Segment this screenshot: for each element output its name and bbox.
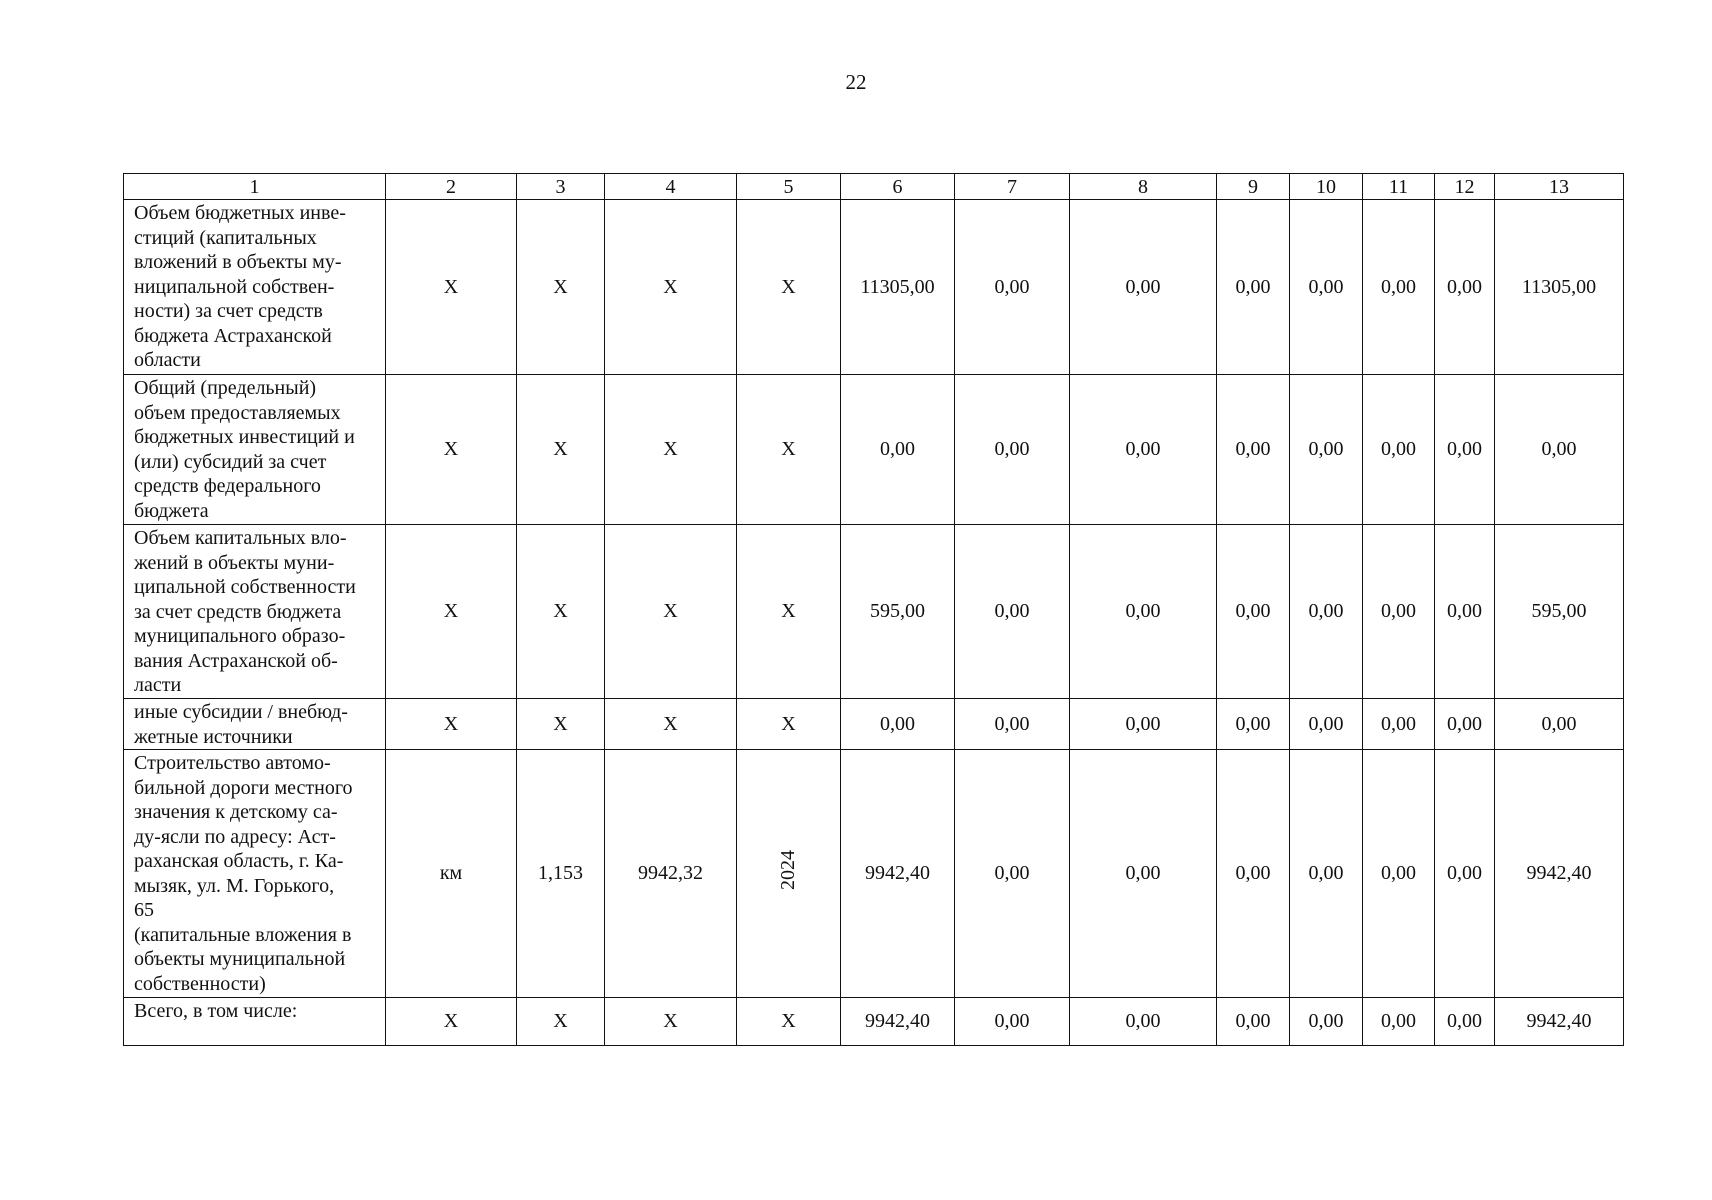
table-cell: 0,00 [1070, 750, 1217, 998]
table-row [124, 375, 1624, 525]
table-cell: 0,00 [1495, 375, 1624, 525]
table-cell: 0,00 [1363, 375, 1435, 525]
table-cell: 0,00 [1363, 699, 1435, 750]
table-cell: 0,00 [955, 525, 1070, 699]
table-cell: 0,00 [1435, 998, 1495, 1046]
table-cell: 0,00 [1217, 200, 1290, 375]
year-value: 2024 [777, 850, 799, 890]
table-cell: 0,00 [841, 699, 955, 750]
table-cell: X [386, 699, 517, 750]
table-cell: X [605, 525, 737, 699]
table-cell: 0,00 [1435, 375, 1495, 525]
table-cell: 0,00 [1290, 200, 1363, 375]
table-cell: 0,00 [955, 699, 1070, 750]
row-description: Всего, в том числе: [124, 998, 386, 1046]
column-header: 5 [737, 174, 841, 200]
table-row [124, 525, 1624, 699]
table-cell: X [605, 200, 737, 375]
table-cell: X [386, 375, 517, 525]
table-cell: X [386, 998, 517, 1046]
table-cell: 0,00 [955, 200, 1070, 375]
table-cell: 0,00 [1290, 998, 1363, 1046]
table-cell-year [737, 750, 841, 998]
table-cell: 0,00 [1290, 750, 1363, 998]
table-cell: 0,00 [1363, 750, 1435, 998]
table-cell: 11305,00 [841, 200, 955, 375]
row-description: Объем бюджетных инве- стиций (капитальных вложений в объекты му- ниципальной собствен- ности) за счет средств бюджета Астраханской области [124, 200, 386, 375]
table-cell: 0,00 [1435, 699, 1495, 750]
table-cell: 0,00 [1217, 699, 1290, 750]
budget-table [123, 173, 1624, 1046]
column-header: 11 [1363, 174, 1435, 200]
table-cell: X [517, 525, 605, 699]
table-cell: 0,00 [1070, 525, 1217, 699]
table-cell: 0,00 [1363, 998, 1435, 1046]
column-header: 10 [1290, 174, 1363, 200]
table-cell: 0,00 [955, 375, 1070, 525]
table-row [124, 699, 1624, 750]
column-header: 13 [1495, 174, 1624, 200]
table-cell: 0,00 [1290, 699, 1363, 750]
table-cell: 0,00 [1217, 525, 1290, 699]
column-header: 3 [517, 174, 605, 200]
table-cell: X [737, 375, 841, 525]
table-header-row [124, 174, 1624, 200]
table-cell: 0,00 [1363, 525, 1435, 699]
column-header: 4 [605, 174, 737, 200]
column-header: 1 [124, 174, 386, 200]
table-cell: X [605, 375, 737, 525]
table-cell: 0,00 [1217, 750, 1290, 998]
table-cell: X [737, 998, 841, 1046]
table-cell: X [737, 200, 841, 375]
table-cell: 0,00 [841, 375, 955, 525]
table-cell: X [386, 525, 517, 699]
table-cell: 9942,40 [841, 998, 955, 1046]
table-cell: 11305,00 [1495, 200, 1624, 375]
table-cell: X [605, 998, 737, 1046]
row-description: Строительство автомо- бильной дороги местного значения к детскому са- ду-ясли по адресу: Аст- раханская область, г. Ка- мызяк, ул. М. Горького, 65 (капитальные вложения в объекты муниципальной собственности) [124, 750, 386, 998]
table-cell: 0,00 [1435, 525, 1495, 699]
column-header: 8 [1070, 174, 1217, 200]
table-cell: 0,00 [955, 750, 1070, 998]
page-number: 22 [845, 70, 867, 94]
table-cell: 0,00 [1363, 200, 1435, 375]
table-cell: 0,00 [1290, 525, 1363, 699]
table-cell: X [517, 200, 605, 375]
table-cell: X [517, 998, 605, 1046]
table-cell: 0,00 [1217, 998, 1290, 1046]
table-cell: X [386, 200, 517, 375]
table-row [124, 200, 1624, 375]
row-description: Общий (предельный) объем предоставляемых бюджетных инвестиций и (или) субсидий за счет средств федерального бюджета [124, 375, 386, 525]
table-cell: 595,00 [1495, 525, 1624, 699]
table-cell: 0,00 [1290, 375, 1363, 525]
table-cell: X [737, 525, 841, 699]
table-cell: 0,00 [1217, 375, 1290, 525]
table-cell: 0,00 [1435, 750, 1495, 998]
table-cell: 0,00 [1070, 699, 1217, 750]
table-cell: 595,00 [841, 525, 955, 699]
table-cell: 0,00 [1070, 998, 1217, 1046]
table-cell: 9942,40 [1495, 998, 1624, 1046]
table-row [124, 750, 1624, 998]
table-cell: 1,153 [517, 750, 605, 998]
table-cell: 9942,32 [605, 750, 737, 998]
table-cell: 9942,40 [1495, 750, 1624, 998]
table-cell: 9942,40 [841, 750, 955, 998]
table-cell: X [517, 375, 605, 525]
table-cell: 0,00 [955, 998, 1070, 1046]
table-cell: X [737, 699, 841, 750]
column-header: 7 [955, 174, 1070, 200]
table-row-total [124, 998, 1624, 1046]
table-cell: 0,00 [1070, 200, 1217, 375]
table-cell: 0,00 [1435, 200, 1495, 375]
table-cell: X [605, 699, 737, 750]
row-description: Объем капитальных вло- жений в объекты муни- ципальной собственности за счет средств бюджета муниципального образо- вания Астраханской об- ласти [124, 525, 386, 699]
table-cell: 0,00 [1070, 375, 1217, 525]
table-cell: км [386, 750, 517, 998]
table-cell: 0,00 [1495, 699, 1624, 750]
table-cell: X [517, 699, 605, 750]
column-header: 6 [841, 174, 955, 200]
column-header: 9 [1217, 174, 1290, 200]
column-header: 12 [1435, 174, 1495, 200]
column-header: 2 [386, 174, 517, 200]
row-description: иные субсидии / внебюд- жетные источники [124, 699, 386, 750]
